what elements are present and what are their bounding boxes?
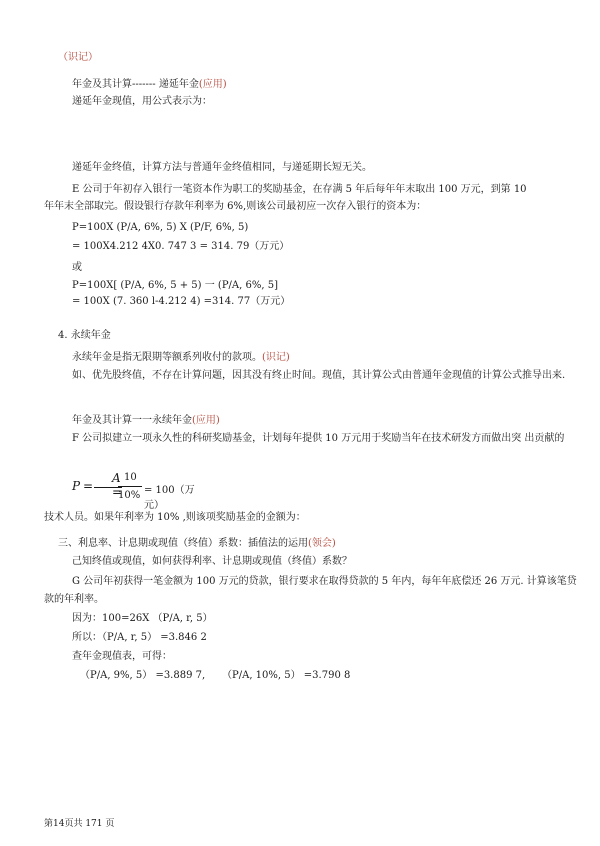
- example-f-line2: 技术人员。如果年利率为 10% ,则该项奖励基金的金额为：: [44, 512, 306, 523]
- apply-tag: (应用): [198, 79, 227, 90]
- deferred-fv-line: 递延年金终值，计算方法与普通年金终值相同，与递延期长短无关。: [72, 162, 372, 173]
- formula-fraction-bar-2: [118, 486, 142, 487]
- deferred-pv-line: 递延年金现值，用公式表示为：: [72, 96, 212, 107]
- example-f-line1: F 公司拟建立一项永久性的科研奖励基金，计划每年提供 10 万元用于奖励当年在技术研发方而做出突 出贡献的: [72, 433, 565, 444]
- understand-tag: (领会): [308, 538, 336, 549]
- formula-result: = 100（万元）: [144, 485, 195, 511]
- calc-line-2: = 100X4.212 4X0. 747 3 = 314. 79（万元）: [72, 241, 290, 252]
- example-g-line2: 款的年利率。: [44, 594, 104, 605]
- perpetuity-heading: 4. 永续年金: [58, 330, 111, 341]
- interpolation-heading: [58, 538, 336, 550]
- example-g-line1: G 公司年初获得一笔金额为 100 万元的贷款，银行要求在取得贷款的 5 年内，每年年底偿还 26 万元. 计算该笔贷: [72, 576, 577, 587]
- deferred-annuity-heading: [72, 79, 227, 91]
- apply-tag-2: (应用): [192, 415, 220, 426]
- calc-line-3: P=100X[ (P/A, 6%, 5 + 5) 一 (P/A, 6%, 5]: [72, 280, 278, 291]
- deferred-annuity-heading-text: 年金及其计算------- 递延年金: [72, 79, 199, 90]
- formula-a: A: [112, 471, 121, 485]
- or-line: 或: [72, 262, 82, 273]
- formula-eq2: =: [112, 485, 123, 499]
- formula-numerator: 10: [124, 472, 137, 483]
- perpetuity-calc-heading-text: 年金及其计算一一永续年金: [72, 415, 192, 426]
- page-footer: 第14页共 171 页: [44, 819, 115, 829]
- perpetuity-formula: [72, 471, 202, 511]
- recall-tag: (识记): [262, 352, 290, 363]
- formula-denominator: 10%: [118, 490, 141, 501]
- recall-tag-top: （识记）: [58, 52, 98, 63]
- because-line: 因为：100=26X （P/A, r, 5）: [72, 613, 213, 624]
- lookup-line: 查年金现值表，可得：: [72, 651, 172, 662]
- formula-eq1: =: [83, 479, 94, 493]
- example-e-line2: 年年末全部取完。假设银行存款年利率为 6%,则该公司最初应一次存入银行的资本为：: [44, 201, 427, 212]
- interpolation-heading-text: 三、利息率、计息期或现值（终值）系数：插值法的运用: [58, 538, 308, 549]
- perpetuity-def-text: 永续年金是指无限期等额系列收付的款项。: [72, 352, 262, 363]
- calc-line-4: = 100X (7. 360 l-4.212 4) =314. 77（万元）: [72, 296, 291, 307]
- table-value-9: （P/A, 9%, 5） =3.889 7,: [80, 670, 206, 681]
- table-value-10: （P/A, 10%, 5） =3.790 8: [222, 670, 351, 681]
- perpetuity-calc-heading: [72, 415, 220, 427]
- interpolation-question: 己知终值或现值，如何获得利率、计息期或现值（终值）系数？: [72, 556, 352, 567]
- example-e-line1: E 公司于年初存入银行一笔资本作为职工的奖励基金，在存满 5 年后每年年末取出 100 万元，到第 10: [72, 184, 527, 195]
- formula-p: P: [72, 479, 81, 493]
- perpetuity-note: 如、优先股终值，不存在计算问题，因其没有终止时间。现值，其计算公式由普通年金现值的计算公式推导出来.: [72, 370, 566, 381]
- perpetuity-def: [72, 352, 290, 364]
- therefore-line: 所以：（P/A, r, 5） =3.846 2: [72, 632, 207, 643]
- calc-line-1: P=100X (P/A, 6%, 5) X (P/F, 6%, 5): [72, 222, 249, 233]
